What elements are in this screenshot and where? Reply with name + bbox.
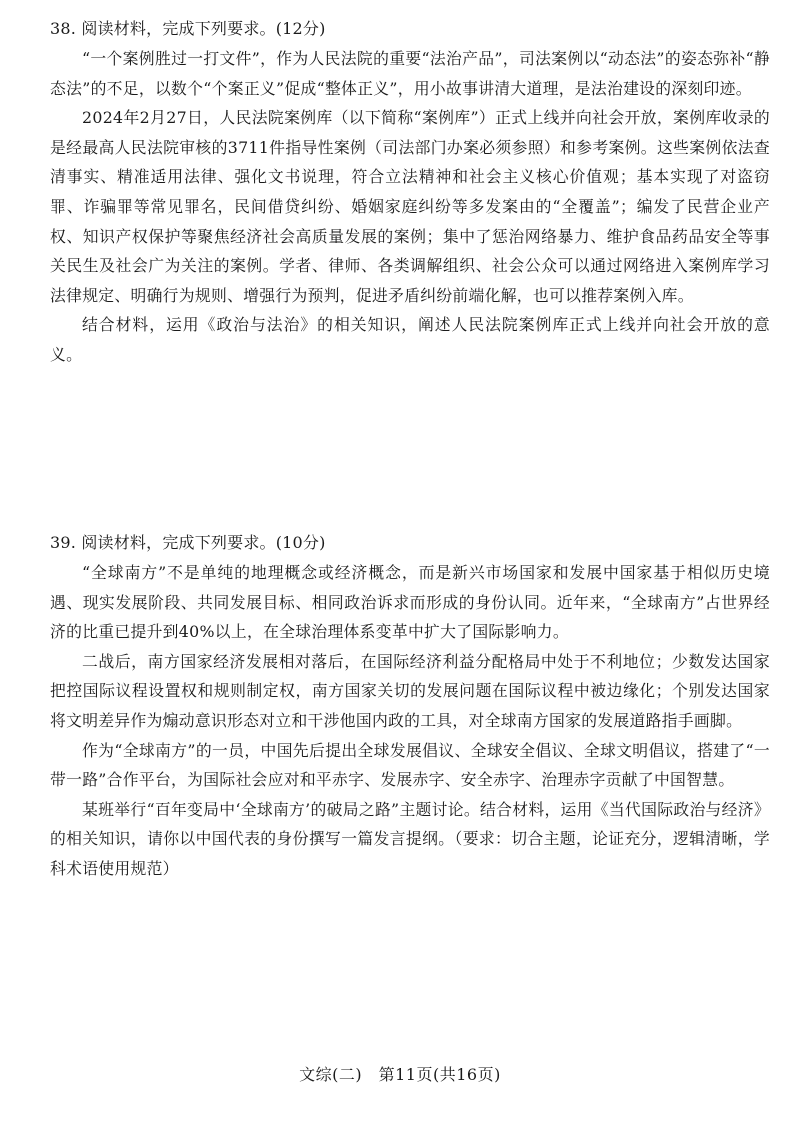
question-39-paragraph-1: “全球南方”不是单纯的地理概念或经济概念，而是新兴市场国家和发展中国家基于相似历史境遇、现实发展阶段、共同发展目标、相同政治诉求而形成的身份认同。近年来，“全球南方”占世界经济的比重已提升到40%以上，在全球治理体系变革中扩大了国际影响力。	[50, 563, 770, 642]
answer-space-38	[50, 400, 770, 510]
question-38-prompt: 结合材料，运用《政治与法治》的相关知识，阐述人民法院案例库正式上线并向社会开放的意义。	[50, 315, 770, 364]
question-39	[50, 528, 770, 884]
question-39-paragraph-3: 作为“全球南方”的一员，中国先后提出全球发展倡议、全球安全倡议、全球文明倡议，搭建了“一带一路”合作平台，为国际社会应对和平赤字、发展赤字、安全赤字、治理赤字贡献了中国智慧。	[50, 740, 770, 790]
question-39-prompt: 某班举行“百年变局中‘全球南方’的破局之路”主题讨论。结合材料，运用《当代国际政治与经济》的相关知识，请你以中国代表的身份撰写一篇发言提纲。（要求：切合主题，论证充分，逻辑清晰，学科术语使用规范）	[50, 799, 770, 878]
question-38-title: 38. 阅读材料，完成下列要求。(12分)	[50, 19, 326, 38]
question-39-title: 39. 阅读材料，完成下列要求。(10分)	[50, 533, 326, 552]
question-38-paragraph-1: “一个案例胜过一打文件”，作为人民法院的重要“法治产品”，司法案例以“动态法”的姿态弥补“静态法”的不足，以数个“个案正义”促成“整体正义”，用小故事讲清大道理，是法治建设的深刻印迹。	[50, 49, 770, 98]
question-38	[50, 14, 770, 370]
question-38-paragraph-2: 2024年2月27日，人民法院案例库（以下简称“案例库”）正式上线并向社会开放，案例库收录的是经最高人民法院审核的3711件指导性案例（司法部门办案必须参照）和参考案例。这些案例依法查清事实、精准适用法律、强化文书说理，符合立法精神和社会主义核心价值观；基本实现了对盗窃罪、诈骗罪等常见罪名，民间借贷纠纷、婚姻家庭纠纷等多发案由的“全覆盖”；编发了民营企业产权、知识产权保护等聚焦经济社会高质量发展的案例；集中了惩治网络暴力、维护食品药品安全等事关民生及社会广为关注的案例。学者、律师、各类调解组织、社会公众可以通过网络进入案例库学习法律规定、明确行为规则、增强行为预判，促进矛盾纠纷前端化解，也可以推荐案例入库。	[50, 108, 770, 305]
page-footer: 文综(二) 第11页(共16页)	[299, 1065, 501, 1084]
question-39-paragraph-2: 二战后，南方国家经济发展相对落后，在国际经济利益分配格局中处于不利地位；少数发达国家把控国际议程设置权和规则制定权，南方国家关切的发展问题在国际议程中被边缘化；个别发达国家将文明差异作为煽动意识形态对立和干涉他国内政的工具，对全球南方国家的发展道路指手画脚。	[50, 651, 770, 730]
